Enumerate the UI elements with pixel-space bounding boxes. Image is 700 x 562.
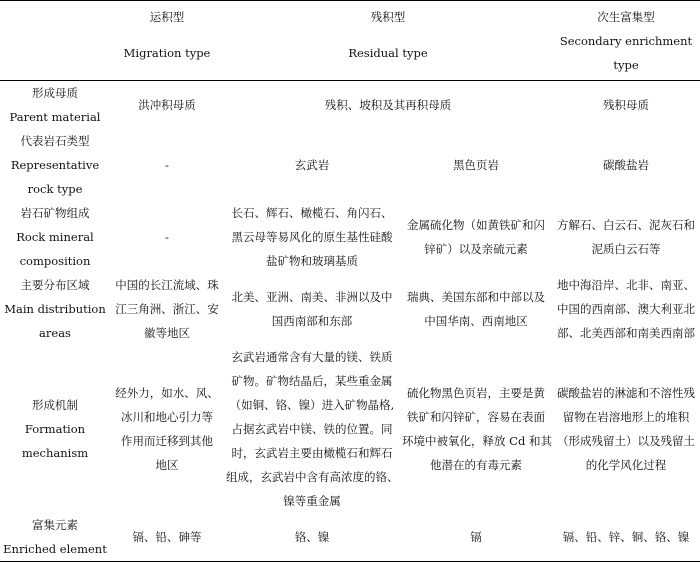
cell-residual-basalt: 长石、辉石、橄榄石、角闪石、 黑云母等易风化的原生基性硅酸 盐矿物和玻璃基质 — [231, 206, 393, 268]
header-row-en — [0, 29, 700, 81]
cell-migration: 洪冲积母质 — [138, 98, 196, 112]
header-residual-zh: 残积型 — [224, 1, 552, 30]
cell-residual-basalt: 玄武岩通常含有大量的镁、铁质 矿物。矿物结晶后，某些重金属 （如铜、铬、镍）进入矿物晶格, 占据玄武岩中镁、铁的位置。同 时，玄武岩主要由橄榄石和辉石 组成，玄武岩中含有高浓度的铬、 镍等重金属 — [226, 350, 399, 508]
cell-secondary: 残积母质 — [603, 98, 649, 112]
row-parent-material — [0, 81, 700, 130]
row-label: 代表岩石类型 Representative rock type — [10, 134, 100, 196]
cell-secondary: 碳酸盐岩 — [603, 158, 649, 172]
row-enriched-element — [0, 513, 700, 562]
cell-residual-basalt: 铬、镍 — [224, 513, 400, 562]
header-row-zh — [0, 1, 700, 30]
header-residual-en: Residual type — [224, 29, 552, 81]
row-label: 富集元素 Enriched element — [0, 513, 110, 562]
header-empty — [0, 29, 110, 81]
cell-residual-shale: 瑞典、美国东部和中部以及 中国华南、西南地区 — [407, 290, 545, 328]
header-secondary-zh: 次生富集型 — [552, 1, 700, 30]
row-label: 岩石矿物组成 Rock mineral composition — [16, 206, 94, 268]
cell-secondary: 地中海沿岸、北非、南亚、 中国的西南部、澳大利亚北 部、北美西部和南美西南部 — [557, 278, 695, 340]
row-mineral-composition — [0, 201, 700, 273]
cell-migration: 经外力，如水、风、 冰川和地心引力等 作用而迁移到其他 地区 — [115, 386, 219, 472]
cell-migration: - — [165, 230, 169, 244]
header-empty — [0, 1, 110, 30]
header-migration-zh: 运积型 — [110, 1, 224, 30]
header-secondary-en: Secondary enrichment type — [552, 29, 700, 81]
header-migration-en: Migration type — [110, 29, 224, 81]
cell-residual-shale: 硫化物黑色页岩，主要是黄 铁矿和闪锌矿，容易在表面 环境中被氧化，释放 Cd 和其 他潜在的有毒元素 — [402, 386, 552, 472]
cell-residual: 残积、坡积及其再积母质 — [324, 98, 452, 112]
cell-residual-basalt: 玄武岩 — [294, 158, 330, 172]
row-label: 主要分布区域 Main distribution areas — [4, 278, 106, 340]
row-label: 形成机制 Formation mechanism — [21, 398, 89, 460]
cell-secondary: 镉、铅、锌、铜、铬、镍 — [552, 513, 700, 562]
cell-secondary: 方解石、白云石、泥灰石和 泥质白云石等 — [557, 218, 695, 256]
cell-residual-shale: 黑色页岩 — [453, 158, 499, 172]
row-formation-mechanism — [0, 345, 700, 513]
row-representative-rock — [0, 129, 700, 201]
cell-secondary: 碳酸盐岩的淋滤和不溶性残 留物在岩溶地形上的堆积 （形成残留土）以及残留土 的化学风化过程 — [557, 386, 695, 472]
cell-residual-basalt: 北美、亚洲、南美、非洲以及中 国西南部和东部 — [231, 290, 393, 328]
cell-migration: 镉、铅、砷等 — [110, 513, 224, 562]
cell-residual-shale: 金属硫化物（如黄铁矿和闪 锌矿）以及亲硫元素 — [407, 218, 545, 256]
cell-migration: - — [165, 158, 169, 172]
row-distribution-areas — [0, 273, 700, 345]
cell-migration: 中国的长江流域、珠 江三角洲、浙江、安 徽等地区 — [115, 278, 219, 340]
cell-residual-shale: 镉 — [400, 513, 552, 562]
row-label: 形成母质 Parent material — [9, 86, 101, 124]
